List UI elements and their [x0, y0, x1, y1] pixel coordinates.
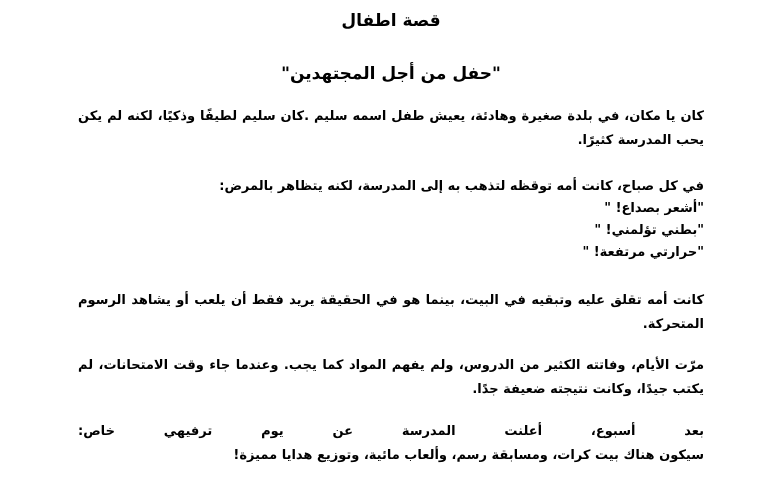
story-title: "حفل من أجل المجتهدين": [281, 64, 501, 84]
excuse-quote-stomach: "بطني تؤلمني! ": [594, 223, 704, 238]
excuses-intro-line: في كل صباح، كانت أمه توقظه لتذهب به إلى المدرسة، لكنه يتظاهر بالمرض:: [219, 179, 704, 194]
story-heading: قصة اطفال: [341, 11, 441, 31]
paragraph-mother-worry: كانت أمه تقلق عليه وتبقيه في البيت، بينما هو في الحقيقة يريد فقط أن يلعب أو يشاهد الرسوم المتحركة.: [78, 293, 704, 332]
paragraph-morning-excuses: [78, 175, 704, 265]
fun-day-activities-line: سيكون هناك بيت كرات، ومسابقة رسم، وألعاب مائية، وتوزيع هدايا مميزة!: [233, 448, 704, 463]
paragraph-intro: كان يا مكان، في بلدة صغيرة وهادئة، يعيش طفل اسمه سليم .كان سليم لطيفًا وذكيًا، لكنه لم يكن يحب المدرسة كثيرًا.: [78, 109, 704, 148]
excuse-quote-fever: "حرارتي مرتفعة! ": [582, 245, 704, 260]
paragraph-fun-day: [78, 420, 704, 468]
fun-day-announcement-line: بعد أسبوع، أعلنت المدرسة عن يوم ترفيهي خاص:: [78, 424, 704, 439]
excuse-quote-headache: "أشعر بصداع! ": [604, 201, 704, 216]
paragraph-missed-lessons: مرّت الأيام، وفاتته الكثير من الدروس، ولم يفهم المواد كما يجب. وعندما جاء وقت الامتحانات، لم يكتب جيدًا، وكانت نتيجته ضعيفة جدًا.: [78, 358, 704, 397]
